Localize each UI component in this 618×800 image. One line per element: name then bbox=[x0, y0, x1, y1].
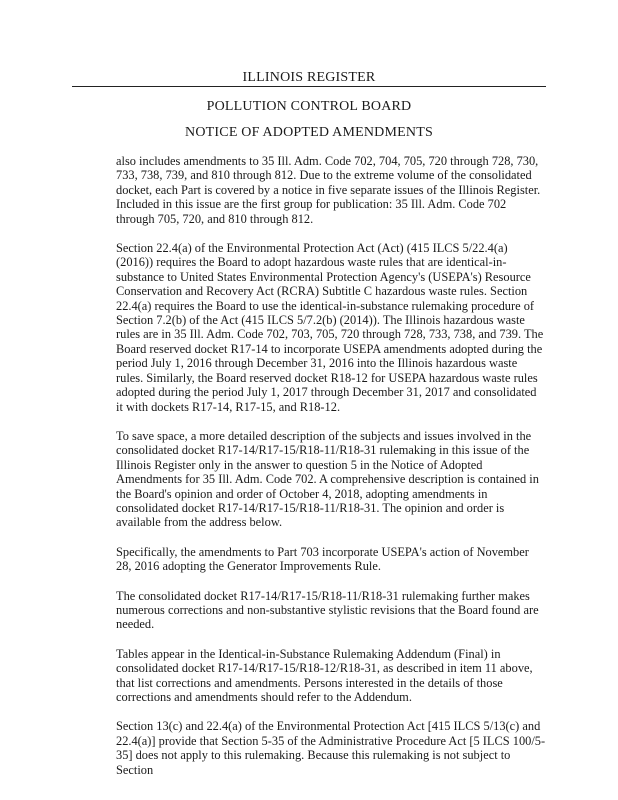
paragraph: also includes amendments to 35 Ill. Adm. Code 702, 704, 705, 720 through 728, 730, 733, 738, 739, and 810 through 812. Due to the extreme volume of the consolidated docket, each Part is covered by a notice in five separate issues of the Illinois Register. Included in this issue are the first group for publication: 35 Ill. Adm. Code 702 through 705, 720, and 810 through 812. bbox=[116, 154, 541, 226]
paragraph: Section 13(c) and 22.4(a) of the Environmental Protection Act [415 ILCS 5/13(c) and 22.4(a)] provide that Section 5-35 of the Administrative Procedure Act [5 ILCS 100/5-35] does not apply to this rulemaking. Because this rulemaking is not subject to Section bbox=[116, 719, 546, 777]
header-rule bbox=[72, 86, 546, 87]
paragraph: The consolidated docket R17-14/R17-15/R18-11/R18-31 rulemaking further makes numerous corrections and non-substantive stylistic revisions that the Board found are needed. bbox=[116, 588, 539, 632]
board-title: POLLUTION CONTROL BOARD bbox=[206, 99, 412, 114]
document-body bbox=[116, 154, 546, 792]
paragraph: Specifically, the amendments to Part 703 incorporate USEPA's action of November 28, 2016 adopting the Generator Improvements Rule. bbox=[116, 544, 529, 574]
paragraph: Section 22.4(a) of the Environmental Protection Act (Act) (415 ILCS 5/22.4(a) (2016)) requires the Board to adopt hazardous waste rules that are identical-in-substance to United States Environmental Protection Agency's (USEPA's) Resource Conservation and Recovery Act (RCRA) Subtitle C hazardous waste rules. Section 22.4(a) requires the Board to use the identical-in-substance rulemaking procedure of Section 7.2(b) of the Act (415 ILCS 5/7.2(b) (2014)). The Illinois hazardous waste rules are in 35 Ill. Adm. Code 702, 703, 705, 720 through 728, 733, 738, and 739. The Board reserved docket R17-14 to incorporate USEPA amendments adopted during the period July 1, 2016 through December 31, 2016 into the Illinois hazardous waste rules. Similarly, the Board reserved docket R18-12 for USEPA hazardous waste rules adopted during the period July 1, 2017 through December 31, 2017 and consolidated it with dockets R17-14, R17-15, and R18-12. bbox=[116, 241, 544, 414]
paragraph: To save space, a more detailed description of the subjects and issues involved in the consolidated docket R17-14/R17-15/R18-11/R18-31 rulemaking in this issue of the Illinois Register only in the answer to question 5 in the Notice of Adopted Amendments for 35 Ill. Adm. Code 702. A comprehensive description is contained in the Board's opinion and order of October 4, 2018, adopting amendments in consolidated docket R17-14/R17-15/R18-11/R18-31. The opinion and order is available from the address below. bbox=[116, 428, 539, 530]
paragraph: Tables appear in the Identical-in-Substance Rulemaking Addendum (Final) in consolidated docket R17-14/R17-15/R18-12/R18-31, as described in item 11 above, that list corrections and amendments. Persons interested in the details of those corrections and amendments should refer to the Addendum. bbox=[116, 646, 533, 704]
register-title: ILLINOIS REGISTER bbox=[242, 70, 376, 85]
notice-title: NOTICE OF ADOPTED AMENDMENTS bbox=[185, 125, 433, 140]
